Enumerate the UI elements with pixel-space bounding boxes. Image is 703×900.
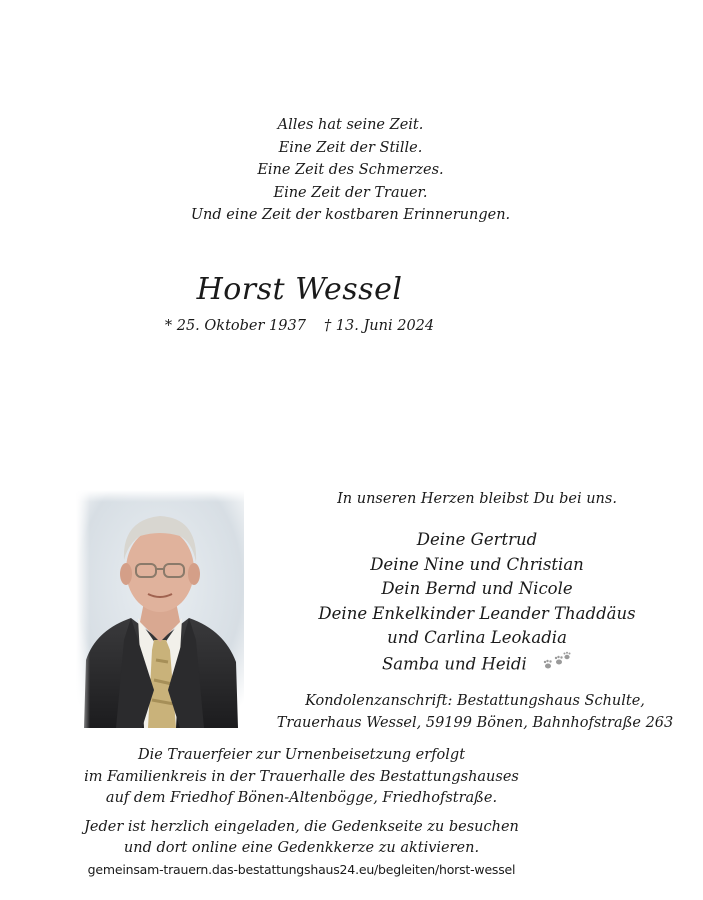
death-date: † 13. Juni 2024 [323,318,435,334]
ceremony-line: Die Trauerfeier zur Urnenbeisetzung erfolgt [137,747,466,763]
poem-line: Eine Zeit des Schmerzes. [257,162,444,178]
birth-date: * 25. Oktober 1937 [164,318,306,334]
memorial-invitation [0,817,653,880]
condolence-line: Kondolenzanschrift: Bestattungshaus Schulte, [305,693,645,709]
poem [0,114,703,227]
poem-line: Alles hat seine Zeit. [277,117,424,133]
family-member: Deine Nine und Christian [370,554,584,574]
family-member: Samba und Heidi [381,653,527,673]
memorial-page-link[interactable]: gemeinsam-trauern.das-bestattungshaus24.eu/begleiten/horst-wessel [87,862,516,877]
portrait-photo [76,490,244,728]
paw-prints-icon [542,651,572,679]
deceased-name: Horst Wessel [196,272,403,307]
poem-line: Eine Zeit der Stille. [278,139,423,156]
family-member: Deine Gertrud [416,530,538,549]
ceremony-line: auf dem Friedhof Bönen-Altenbögge, Friedhofstraße. [105,790,498,806]
poem-line: Und eine Zeit der kostbaren Erinnerungen. [190,207,511,223]
condolence-address [250,690,700,734]
invite-line: und dort online eine Gedenkkerze zu aktivieren. [123,840,480,856]
ceremony-line: im Familienkreis in der Trauerhalle des Bestattungshauses [84,768,519,785]
family-member: Dein Bernd und Nicole [381,579,573,598]
life-dates [0,318,651,334]
family-member: Deine Enkelkinder Leander Thaddäus [318,603,636,623]
condolence-line: Trauerhaus Wessel, 59199 Bönen, Bahnhofstraße 263 [276,715,674,731]
invite-line: Jeder ist herzlich eingeladen, die Gedenkseite zu besuchen [84,819,519,835]
family-member-pets [262,651,692,679]
heart-line: In unseren Herzen bleibst Du bei uns. [337,491,617,507]
ceremony-info [0,745,653,810]
family-list [262,528,692,678]
poem-line: Eine Zeit der Trauer. [273,184,428,201]
family-member: und Carlina Leokadia [387,628,567,647]
